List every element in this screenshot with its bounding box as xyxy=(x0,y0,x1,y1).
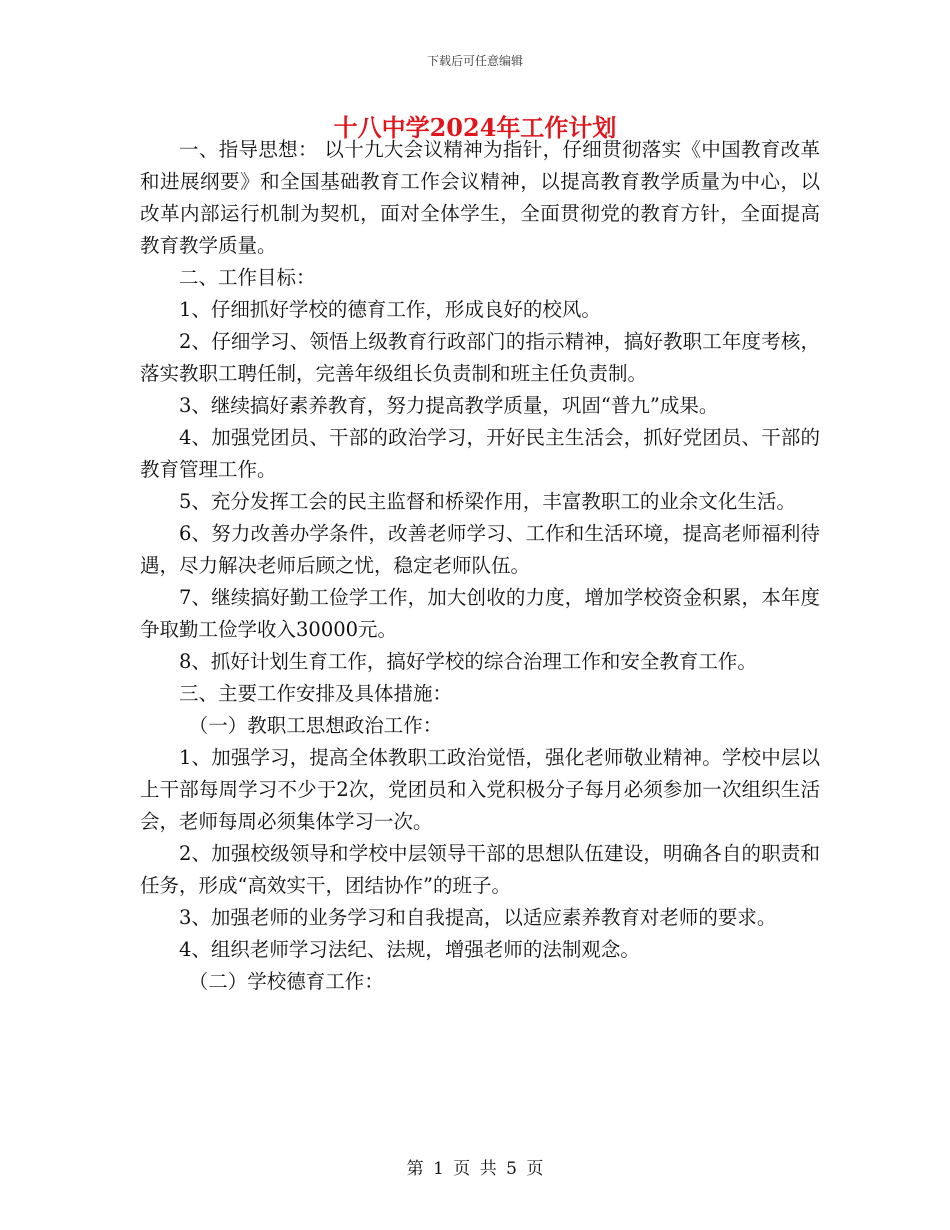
paragraph-goal-3: 3、继续搞好素养教育，努力提高教学质量，巩固“普九”成果。 xyxy=(179,394,719,417)
paragraph-measure-1: 1、加强学习，提高全体教职工政治觉悟，强化老师敬业精神。学校中层以上干部每周学习不少于2次，党团员和入党积极分子每月必须参加一次组织生活会，老师每周必须集体学习一次。 xyxy=(140,746,820,833)
paragraph-goal-6: 6、努力改善办学条件，改善老师学习、工作和生活环境，提高老师福利待遇，尽力解决老师后顾之忧，稳定老师队伍。 xyxy=(140,522,820,577)
paragraph-heading-measures: 三、主要工作安排及具体措施： xyxy=(179,682,453,705)
paragraph-goal-4: 4、加强党团员、干部的政治学习，开好民主生活会，抓好党团员、干部的教育管理工作。 xyxy=(140,426,820,481)
paragraph-subheading-political-work: （一）教职工思想政治工作： xyxy=(188,714,443,737)
paragraph-goal-5: 5、充分发挥工会的民主监督和桥梁作用，丰富教职工的业余文化生活。 xyxy=(179,490,796,513)
page-header-note: 下载后可任意编辑 xyxy=(426,54,523,68)
paragraph-measure-4: 4、组织老师学习法纪、法规，增强老师的法制观念。 xyxy=(179,938,640,961)
document-body xyxy=(140,134,820,998)
paragraph-measure-2: 2、加强校级领导和学校中层领导干部的思想队伍建设，明确各自的职责和任务，形成“高效实干，团结协作”的班子。 xyxy=(140,842,820,897)
paragraph-heading-goals: 二、工作目标： xyxy=(179,266,316,289)
paragraph-measure-3: 3、加强老师的业务学习和自我提高，以适应素养教育对老师的要求。 xyxy=(179,906,777,929)
paragraph-subheading-moral-education: （二）学校德育工作： xyxy=(188,970,384,993)
paragraph-goal-2: 2、仔细学习、领悟上级教育行政部门的指示精神，搞好教职工年度考核，落实教职工聘任制，完善年级组长负责制和班主任负责制。 xyxy=(140,330,820,385)
paragraph-goal-1: 1、仔细抓好学校的德育工作，形成良好的校风。 xyxy=(179,298,601,321)
document-title: 十八中学2024年工作计划 xyxy=(333,113,617,142)
page-footer: 第 1 页 共 5 页 xyxy=(406,1159,544,1179)
paragraph-goal-7: 7、继续搞好勤工俭学工作，加大创收的力度，增加学校资金积累，本年度争取勤工俭学收入30000元。 xyxy=(140,586,820,641)
paragraph-guiding-thought: 一、指导思想： 以十九大会议精神为指针，仔细贯彻落实《中国教育改革和进展纲要》和全国基础教育工作会议精神，以提高教育教学质量为中心，以改革内部运行机制为契机，面对全体学生，全面贯彻党的教育方针，全面提高教育教学质量。 xyxy=(140,138,820,257)
paragraph-goal-8: 8、抓好计划生育工作，搞好学校的综合治理工作和安全教育工作。 xyxy=(179,650,757,673)
